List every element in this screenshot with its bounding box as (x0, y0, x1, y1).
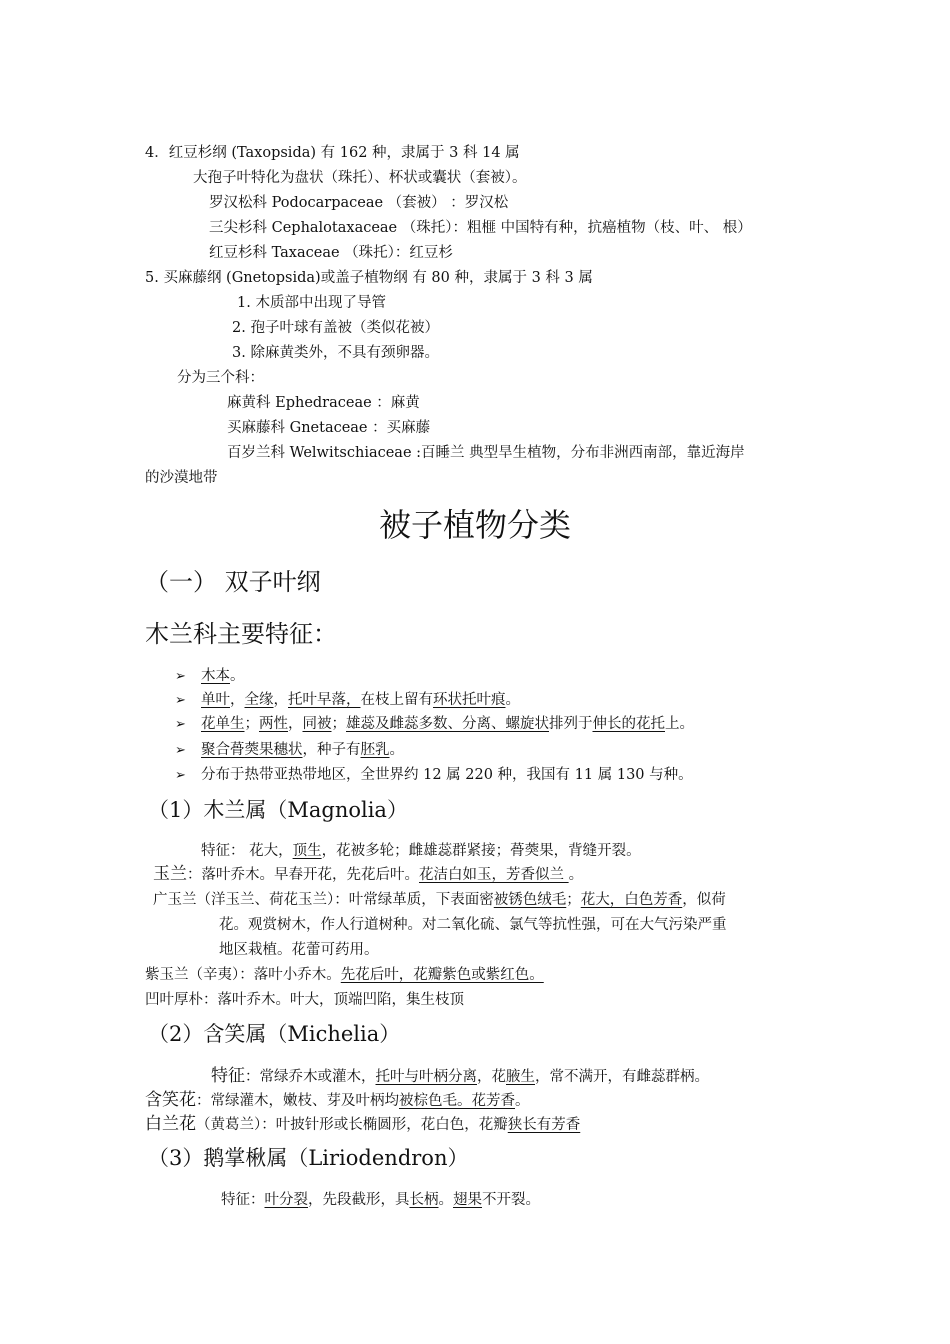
michelia-heading: （2）含笑属（Michelia） (148, 1022, 401, 1046)
class-heading: （一） 双子叶纲 (145, 568, 321, 596)
gymno-line-three-families: 分为三个科： (177, 370, 264, 386)
yulan-entry: 玉兰：落叶乔木。早春开花，先花后叶。花洁白如玉，芳香似兰 。 (153, 864, 584, 884)
bullet-flowers: ➢ 花单生；两性，同被；雄蕊及雌蕊多数、分离、螺旋状排列于伸长的花托上。 (175, 714, 694, 735)
gymno-line-gnetopsida: 5. 买麻藤纲 (Gnetopsida)或盖子植物纲 有 80 种，隶属于 3 科 3 属 (145, 270, 593, 286)
arrow-bullet-icon: ➢ (175, 693, 186, 708)
gymno-line-desert: 的沙漠地带 (145, 470, 218, 486)
guangyulan-line-3: 地区栽植。花蕾可药用。 (219, 942, 379, 958)
aoyehoupu-entry: 凹叶厚朴：落叶乔木。叶大，顶端凹陷，集生枝顶 (145, 992, 464, 1008)
magnoliaceae-heading: 木兰科主要特征： (145, 620, 337, 648)
magnolia-feature: 特征： 花大，顶生，花被多轮；雌雄蕊群紧接；蓇葖果，背缝开裂。 (201, 843, 641, 859)
arrow-bullet-icon: ➢ (175, 717, 186, 732)
gymno-line-cephalotaxaceae: 三尖杉科 Cephalotaxaceae （珠托）：粗榧 中国特有种，抗癌植物（枝、叶、 根） (209, 220, 752, 236)
gymno-line-taxaceae: 红豆杉科 Taxaceae （珠托）：红豆杉 (209, 245, 453, 261)
bullet-woody: ➢ 木本。 (175, 666, 245, 687)
michelia-feature: 特征：常绿乔木或灌木，托叶与叶柄分离，花腋生，常不满开，有雌蕊群柄。 (211, 1066, 709, 1086)
arrow-bullet-icon: ➢ (175, 743, 186, 758)
gymno-line-welwitschiaceae: 百岁兰科 Welwitschiaceae :百睡兰 典型旱生植物，分布非洲西南部，靠近海岸 (227, 445, 745, 461)
arrow-bullet-icon: ➢ (175, 669, 186, 684)
guangyulan-line-2: 花。观赏树木，作人行道树种。对二氧化硫、氯气等抗性强，可在大气污染严重 (219, 917, 727, 933)
guangyulan-line-1: 广玉兰（洋玉兰、荷花玉兰）：叶常绿革质，下表面密被锈色绒毛；花大，白色芳香，似荷 (153, 892, 726, 908)
magnolia-heading: （1）木兰属（Magnolia） (148, 798, 408, 822)
ziyulan-entry: 紫玉兰（辛夷）：落叶小乔木。先花后叶，花瓣紫色或紫红色。 (145, 967, 544, 983)
arrow-bullet-icon: ➢ (175, 768, 186, 783)
gymno-line-megasporophyll: 大孢子叶特化为盘状（珠托）、杯状或囊状（套被）。 (193, 170, 527, 186)
gymno-line-perianth: 2. 孢子叶球有盖被（类似花被） (232, 320, 439, 336)
gymno-line-archegonia: 3. 除麻黄类外，不具有颈卵器。 (232, 345, 439, 361)
bullet-fruit: ➢ 聚合蓇葖果穗状，种子有胚乳。 (175, 740, 404, 761)
bullet-distribution: ➢ 分布于热带亚热带地区，全世界约 12 属 220 种，我国有 11 属 130 与种。 (175, 765, 693, 786)
gymno-line-gnetaceae: 买麻藤科 Gnetaceae ：买麻藤 (227, 420, 431, 436)
bullet-leaves: ➢ 单叶，全缘，托叶早落，在枝上留有环状托叶痕。 (175, 690, 520, 711)
gymno-line-vessels: 1. 木质部中出现了导管 (237, 295, 386, 311)
liriodendron-heading: （3）鹅掌楸属（Liriodendron） (148, 1146, 469, 1170)
gymno-line-podocarpaceae: 罗汉松科 Podocarpaceae （套被） ：罗汉松 (209, 195, 509, 211)
hanxiao-entry: 含笑花：常绿灌木，嫩枝、芽及叶柄均被棕色毛。花芳香。 (145, 1090, 530, 1110)
liriodendron-feature: 特征：叶分裂，先段截形，具长柄。翅果不开裂。 (221, 1192, 540, 1208)
page-title: 被子植物分类 (378, 506, 571, 544)
bailan-entry: 白兰花（黄葛兰）：叶披针形或长椭圆形，花白色，花瓣狭长有芳香 (145, 1114, 581, 1134)
gymno-line-taxopsida: 4．红豆杉纲 (Taxopsida) 有 162 种，隶属于 3 科 14 属 (145, 145, 520, 161)
gymno-line-ephedraceae: 麻黄科 Ephedraceae ：麻黄 (227, 395, 420, 411)
